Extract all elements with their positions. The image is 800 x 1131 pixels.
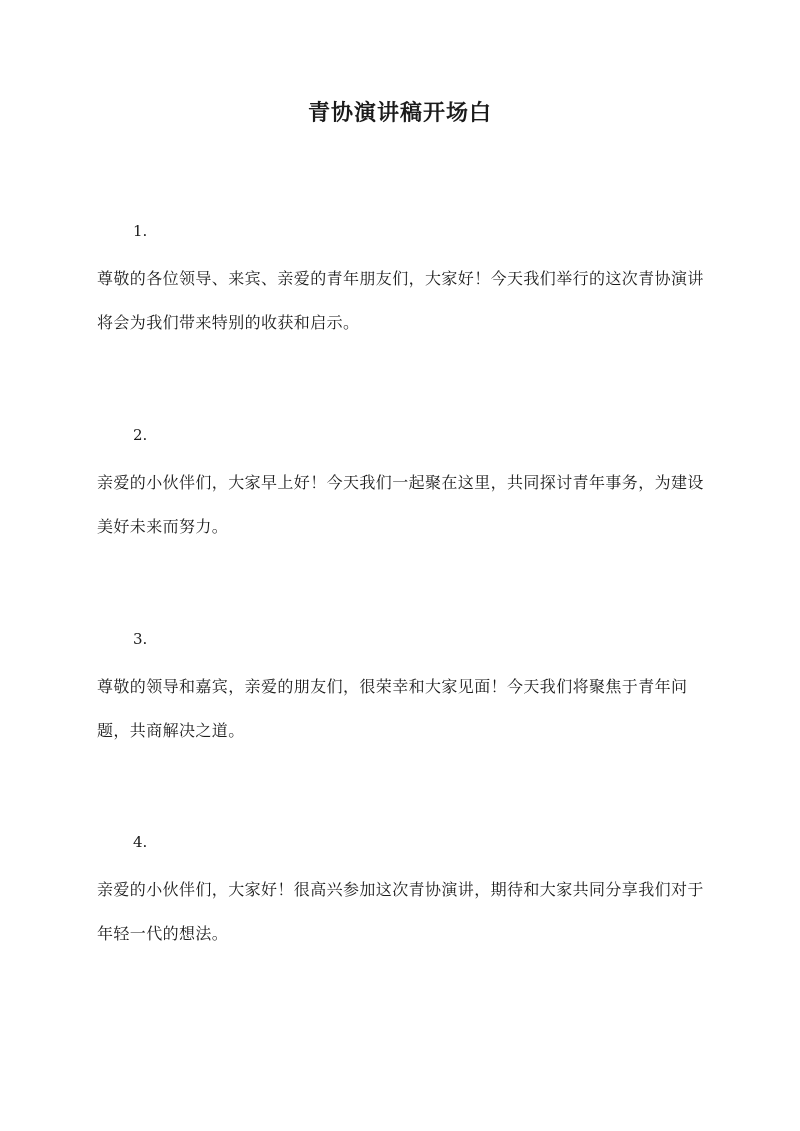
item-paragraph: 亲爱的小伙伴们，大家好！很高兴参加这次青协演讲，期待和大家共同分享我们对于年轻一代的想法。	[97, 880, 704, 943]
page-title: 青协演讲稿开场白	[307, 100, 492, 126]
item-number: 4.	[133, 833, 148, 851]
item-paragraph: 尊敬的各位领导、来宾、亲爱的青年朋友们，大家好！今天我们举行的这次青协演讲将会为我们带来特别的收获和启示。	[97, 269, 704, 332]
item-number: 2.	[133, 426, 148, 444]
item-number: 3.	[133, 630, 148, 648]
item-paragraph: 尊敬的领导和嘉宾，亲爱的朋友们，很荣幸和大家见面！今天我们将聚焦于青年问题，共商解决之道。	[97, 677, 688, 740]
item-number: 1.	[133, 222, 148, 240]
item-paragraph: 亲爱的小伙伴们，大家早上好！今天我们一起聚在这里，共同探讨青年事务，为建设美好未来而努力。	[97, 473, 704, 536]
